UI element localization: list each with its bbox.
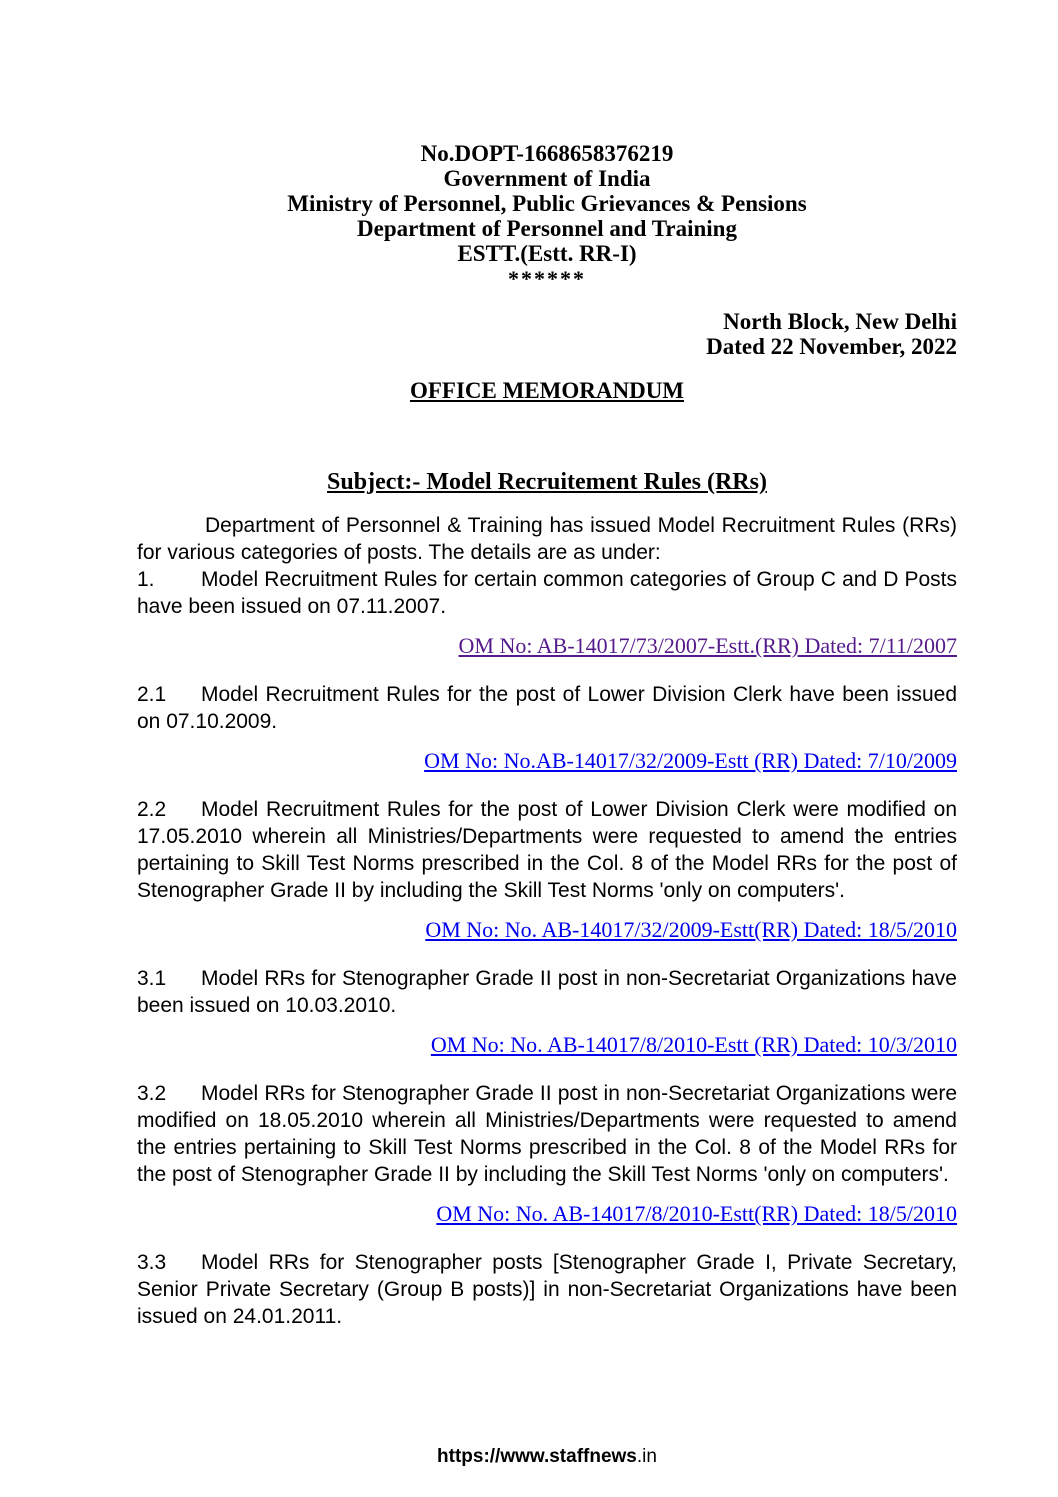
item-number: 3.3: [137, 1251, 167, 1274]
item-text: Model RRs for Stenographer posts [Stenographer Grade I, Private Secretary, Senior Private Secretary (Group B posts)] in non-Secretariat Organizations have been issued on 24.01.2011.: [137, 1251, 957, 1328]
item-number: 3.1: [137, 967, 167, 990]
om-link-2[interactable]: OM No: No.AB-14017/32/2009-Estt (RR) Dated: 7/10/2009: [424, 748, 957, 773]
om-link-row: [137, 1031, 957, 1058]
om-link-1[interactable]: OM No: AB-14017/73/2007-Estt.(RR) Dated: 7/11/2007: [458, 633, 957, 658]
item-number: 3.2: [137, 1082, 167, 1105]
item-text: Model Recruitment Rules for the post of Lower Division Clerk have been issued on 07.10.2009.: [137, 683, 957, 733]
memo-item-3-3: [137, 1249, 957, 1330]
date-line: Dated 22 November, 2022: [706, 334, 957, 359]
place-line: North Block, New Delhi: [723, 309, 957, 334]
om-link-row: [137, 916, 957, 943]
intro-paragraph: Department of Personnel & Training has issued Model Recruitment Rules (RRs) for various categories of posts. The details are as under:: [137, 514, 957, 564]
reference-number: No.DOPT-1668658376219: [420, 141, 674, 166]
watermark-url-suffix: .in: [636, 1446, 657, 1467]
om-link-row: [137, 632, 957, 659]
om-link-3[interactable]: OM No: No. AB-14017/32/2009-Estt(RR) Dated: 18/5/2010: [425, 917, 957, 942]
item-text: Model Recruitment Rules for the post of Lower Division Clerk were modified on 17.05.2010 wherein all Ministries/Departments were requested to amend the entries pertaining to Skill Test Norms prescribed in the Col. 8 of the Model RRs for the post of Stenographer Grade II by including the Skill Test Norms 'only on computers'.: [137, 798, 957, 902]
om-link-4[interactable]: OM No: No. AB-14017/8/2010-Estt (RR) Dated: 10/3/2010: [430, 1032, 957, 1057]
memo-title: OFFICE MEMORANDUM: [409, 378, 685, 403]
org-ministry: Ministry of Personnel, Public Grievances & Pensions: [287, 191, 807, 216]
item-text: Model Recruitment Rules for certain common categories of Group C and D Posts have been issued on 07.11.2007.: [137, 568, 957, 618]
item-number: 2.1: [137, 683, 167, 706]
item-number: 1.: [137, 568, 155, 591]
om-link-row: [137, 747, 957, 774]
watermark-url: [137, 1446, 957, 1468]
org-department: Department of Personnel and Training: [357, 216, 737, 241]
dateline: [137, 309, 957, 359]
memo-item-1: [137, 566, 957, 620]
letterhead: [137, 141, 957, 291]
memo-item-2-2: [137, 796, 957, 904]
memo-body: [137, 512, 957, 1330]
om-link-row: [137, 1200, 957, 1227]
org-section: ESTT.(Estt. RR-I): [457, 241, 637, 266]
watermark-url-main: https://www.staffnews: [437, 1446, 637, 1467]
subject-line: Subject:- Model Recruitement Rules (RRs): [327, 469, 767, 495]
item-number: 2.2: [137, 798, 167, 821]
org-government: Government of India: [443, 166, 651, 191]
memo-item-3-1: [137, 965, 957, 1019]
om-link-5[interactable]: OM No: No. AB-14017/8/2010-Estt(RR) Dated: 18/5/2010: [436, 1201, 957, 1226]
item-text: Model RRs for Stenographer Grade II post in non-Secretariat Organizations were modified on 18.05.2010 wherein all Ministries/Departments were requested to amend the entries pertaining to Skill Test Norms prescribed in the Col. 8 of the Model RRs for the post of Stenographer Grade II by including the Skill Test Norms 'only on computers'.: [137, 1082, 957, 1186]
memo-item-2-1: [137, 681, 957, 735]
memo-item-3-2: [137, 1080, 957, 1188]
asterisk-separator: ******: [508, 266, 586, 291]
item-text: Model RRs for Stenographer Grade II post in non-Secretariat Organizations have been issued on 10.03.2010.: [137, 967, 957, 1017]
